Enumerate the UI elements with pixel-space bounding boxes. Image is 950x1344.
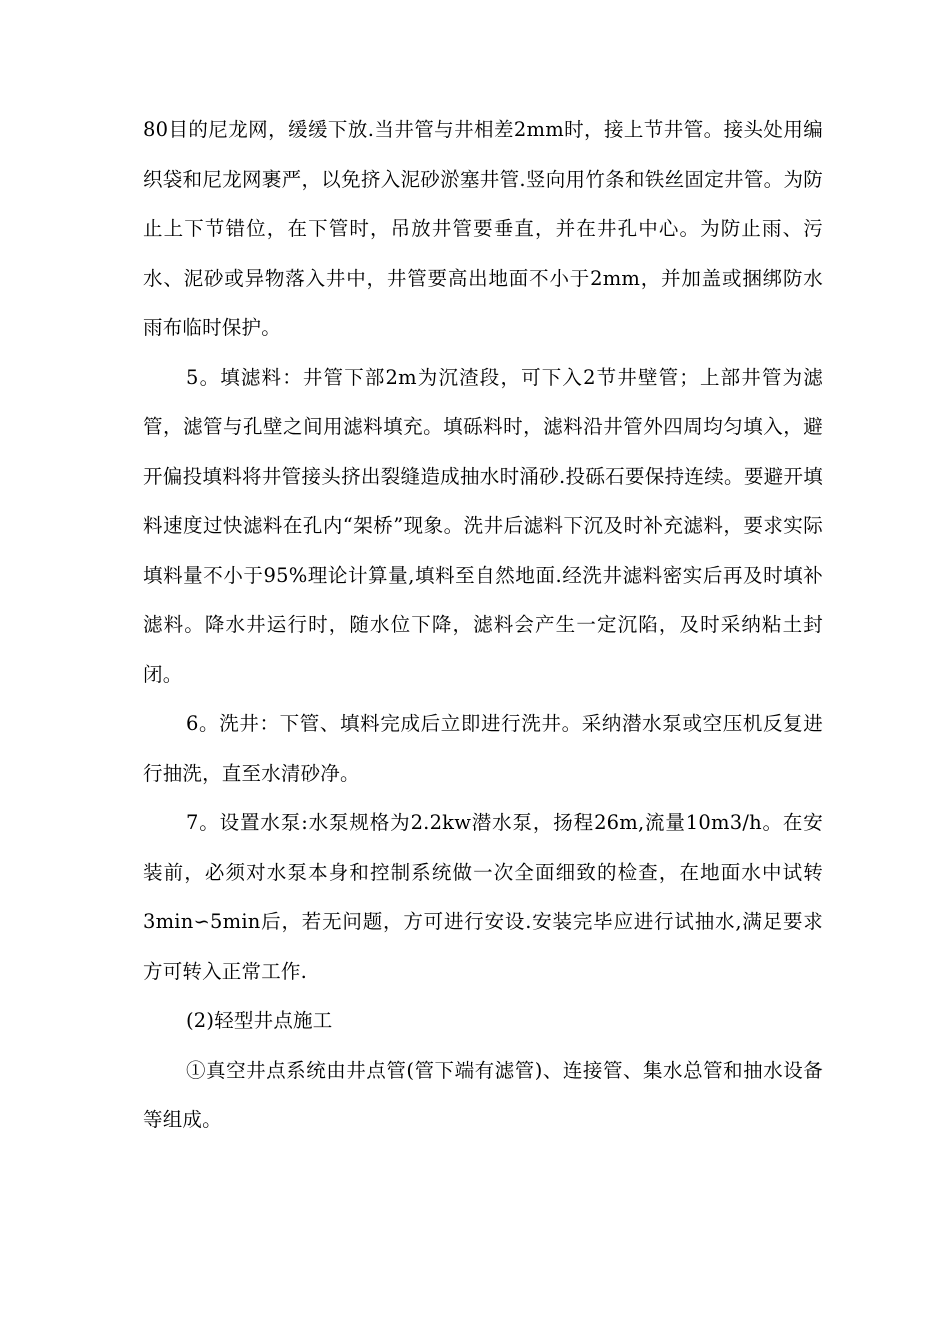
section-heading-light-well-point: (2)轻型井点施工 [186,1009,333,1032]
paragraph-pump-setup: 7。设置水泵:水泵规格为2.2kw潜水泵，扬程26m,流量10m3/h。在安装前，必须对水泵本身和控制系统做一次全面细致的检查，在地面水中试转3min∽5min后，若无问题，方可进行安设.安装完毕应进行试抽水,满足要求方可转入正常工作. [143,811,823,983]
paragraph-well-washing: 6。洗井：下管、填料完成后立即进行洗井。采纳潜水泵或空压机反复进行抽洗，直至水清砂净。 [143,712,823,785]
paragraph-filter-filling: 5。填滤料：井管下部2m为沉渣段，可下入2节井壁管；上部井管为滤管，滤管与孔壁之间用滤料填充。填砾料时，滤料沿井管外四周均匀填入，避开偏投填料将井管接头挤出裂缝造成抽水时涌砂.投砾石要保持连续。要避开填料速度过快滤料在孔内“架桥”现象。洗井后滤料下沉及时补充滤料，要求实际填料量不小于95%理论计算量,填料至自然地面.经洗井滤料密实后再及时填补滤料。降水井运行时，随水位下降，滤料会产生一定沉陷，及时采纳粘土封闭。 [143,365,823,686]
paragraph-well-pipe-lowering: 80目的尼龙网，缓缓下放.当井管与井相差2mm时，接上节井管。接头处用编织袋和尼龙网裹严，以免挤入泥砂淤塞井管.竖向用竹条和铁丝固定井管。为防止上下节错位，在下管时，吊放井管要垂直，并在井孔中心。为防止雨、污水、泥砂或异物落入井中，井管要高出地面不小于2mm，并加盖或捆绑防水雨布临时保护。 [143,118,823,339]
paragraph-vacuum-well-system: ①真空井点系统由井点管(管下端有滤管)、连接管、集水总管和抽水设备等组成。 [143,1058,823,1131]
document-body [143,105,823,1145]
